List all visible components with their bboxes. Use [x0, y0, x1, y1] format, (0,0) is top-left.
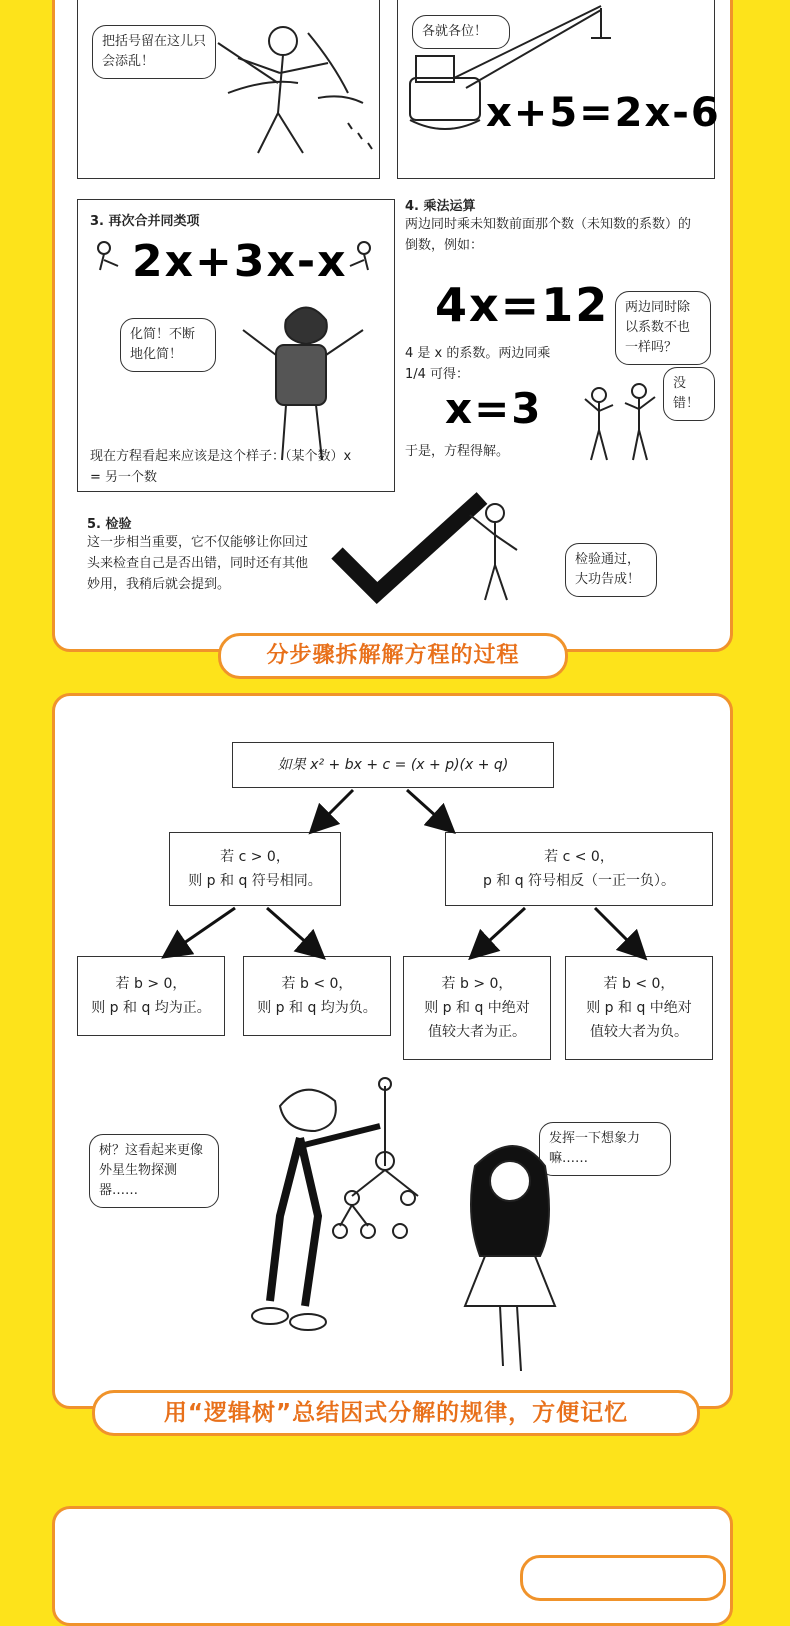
comic-box-remove-brackets	[77, 0, 380, 179]
step4-equation-art	[435, 275, 635, 335]
speech-bubble-question: 两边同时除以系数不也一样吗？	[615, 291, 711, 365]
next-panel-decoration	[520, 1555, 726, 1601]
tree-ll: 若 b > 0， 则 p 和 q 均为正。	[77, 956, 225, 1036]
two-kids-illustration	[577, 375, 667, 465]
tree-arrows	[55, 696, 736, 996]
speech-bubble-left: 树？这看起来更像外星生物探测器……	[89, 1134, 219, 1208]
speech-bubble-right: 发挥一下想象力嘛……	[539, 1122, 671, 1176]
confused-person-illustration	[238, 290, 378, 470]
person-with-checkmark-illustration	[465, 495, 535, 605]
step5-text: 这一步相当重要，它不仅能够让你回过头来检查自己是否出错，同时还有其他妙用，我稍后就会提到。	[87, 535, 309, 592]
comic-box-crane	[397, 0, 721, 179]
step3-equation-art	[82, 230, 382, 290]
girl-illustration	[455, 1146, 575, 1396]
steps-caption: 分步骤拆解解方程的过程	[218, 633, 568, 679]
person-throwing-brackets-illustration	[198, 3, 378, 173]
speech-bubble: 各就各位！	[412, 15, 510, 49]
step4-title: 4. 乘法运算	[405, 199, 476, 214]
tree-left: 若 c > 0， 则 p 和 q 符号相同。	[169, 832, 341, 906]
speech-bubble: 把括号留在这儿只会添乱！	[92, 25, 216, 79]
tree-root: 如果 x² + bx + c = (x + p)(x + q)	[232, 742, 554, 788]
boy-holding-tree-illustration	[240, 1076, 410, 1356]
steps-panel	[52, 0, 733, 652]
crane-illustration	[406, 0, 721, 168]
step4-solution-art	[445, 381, 565, 437]
step5-section	[87, 513, 727, 623]
speech-bubble: 检验通过，大功告成！	[565, 543, 657, 597]
step4-equation2: x=3	[445, 384, 543, 433]
step4-text: 两边同时乘未知数前面那个数（未知数的系数）的倒数，例如：	[405, 217, 692, 253]
step4-equation1: 4x=12	[435, 278, 610, 332]
step4-text3: 于是，方程得解。	[405, 444, 510, 459]
tree-lr: 若 b < 0， 则 p 和 q 均为负。	[243, 956, 391, 1036]
tree-right: 若 c < 0， p 和 q 符号相反（一正一负）。	[445, 832, 713, 906]
step5-title: 5. 检验	[87, 517, 132, 532]
step4-section	[405, 195, 725, 495]
step3-title: 3. 再次合并同类项	[90, 214, 200, 229]
comic-box-step3	[77, 199, 395, 492]
crane-equation: x+5=2x-6	[486, 90, 721, 136]
step3-text: 现在方程看起来应该是这个样子：（某个数）x = 另一个数	[90, 449, 352, 485]
speech-bubble-answer: 没错！	[663, 367, 715, 421]
tree-rl: 若 b > 0， 则 p 和 q 中绝对 值较大者为正。	[403, 956, 551, 1060]
logic-tree-panel	[52, 693, 733, 1409]
step3-equation: 2x+3x-x	[132, 236, 348, 287]
tree-rr: 若 b < 0， 则 p 和 q 中绝对 值较大者为负。	[565, 956, 713, 1060]
speech-bubble: 化简！不断地化简！	[120, 318, 216, 372]
tree-caption: 用“逻辑树”总结因式分解的规律，方便记忆	[92, 1390, 700, 1436]
step4-text2: 4 是 x 的系数。两边同乘 1/4 可得：	[405, 346, 551, 382]
